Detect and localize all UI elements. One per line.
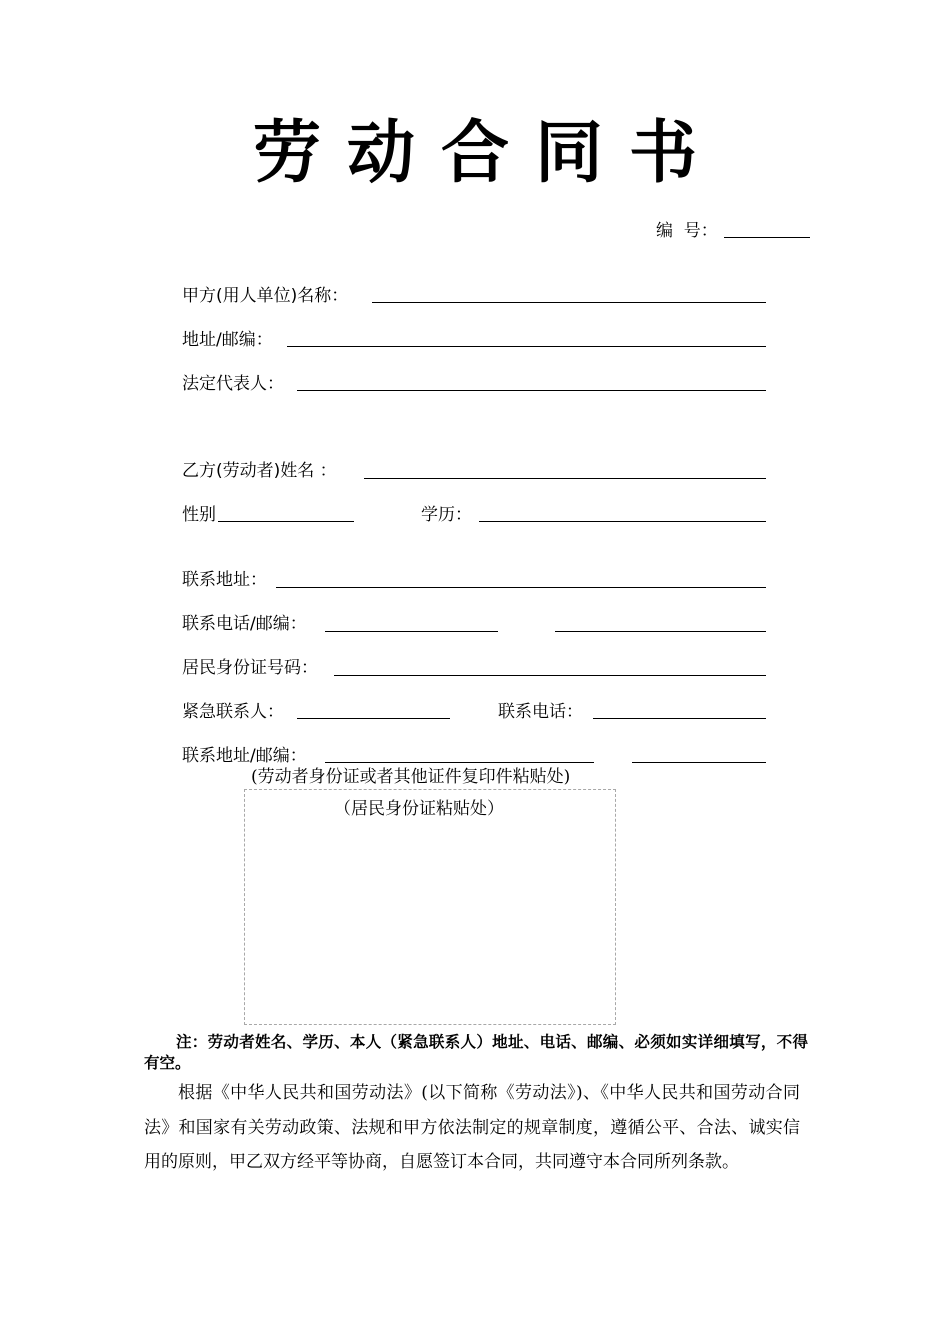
party-b-postcode-field[interactable]	[555, 631, 766, 632]
emergency-phone-label: 联系电话：	[498, 702, 583, 722]
intro-paragraph: 根据《中华人民共和国劳动法》(以下简称《劳动法》)、《中华人民共和国劳动合同法》和国家有关劳动政策、法规和甲方依法制定的规章制度，遵循公平、合法、诚实信用的原则，甲乙双方经平等协商，自愿签订本合同，共同遵守本合同所列条款。	[144, 1083, 800, 1172]
party-b-contact-address-label: 联系地址：	[182, 570, 267, 590]
party-b-gender-field[interactable]	[218, 521, 354, 522]
serial-number-field[interactable]	[724, 237, 810, 238]
id-paste-area	[244, 789, 616, 1025]
party-b-name-label: 乙方(劳动者)姓名 ：	[182, 461, 337, 481]
party-b-id-number-field[interactable]	[334, 675, 766, 676]
party-b-gender-label: 性别	[182, 505, 216, 525]
document-title: 劳动合同书	[252, 113, 723, 193]
party-b-education-label: 学历：	[421, 505, 472, 525]
emergency-contact-label: 紧急联系人：	[182, 702, 284, 722]
party-b-contact-address-field[interactable]	[276, 587, 766, 588]
emergency-postcode-field[interactable]	[632, 762, 766, 763]
party-b-education-field[interactable]	[479, 521, 766, 522]
party-b-phone-postcode-label: 联系电话/邮编：	[182, 614, 307, 634]
id-paste-inner-caption: （居民身份证粘贴处）	[334, 799, 504, 819]
party-a-representative-field[interactable]	[297, 390, 766, 391]
id-paste-caption: (劳动者身份证或者其他证件复印件粘贴处)	[251, 767, 571, 787]
fill-in-note: 注：劳动者姓名、学历、本人（紧急联系人）地址、电话、邮编、必须如实详细填写，不得有空。	[144, 1032, 808, 1072]
party-a-address-label: 地址/邮编：	[182, 330, 273, 350]
party-b-phone-field[interactable]	[325, 631, 498, 632]
party-a-name-field[interactable]	[372, 302, 766, 303]
party-b-name-field[interactable]	[364, 478, 766, 479]
emergency-contact-field[interactable]	[297, 718, 450, 719]
emergency-phone-field[interactable]	[593, 718, 766, 719]
party-a-name-label: 甲方(用人单位)名称：	[182, 286, 349, 306]
party-a-representative-label: 法定代表人：	[182, 374, 284, 394]
party-b-id-number-label: 居民身份证号码：	[182, 658, 318, 678]
emergency-address-label: 联系地址/邮编：	[182, 746, 307, 766]
party-a-address-field[interactable]	[287, 346, 766, 347]
serial-number-label: 编 号：	[656, 221, 718, 241]
emergency-address-field[interactable]	[325, 762, 594, 763]
